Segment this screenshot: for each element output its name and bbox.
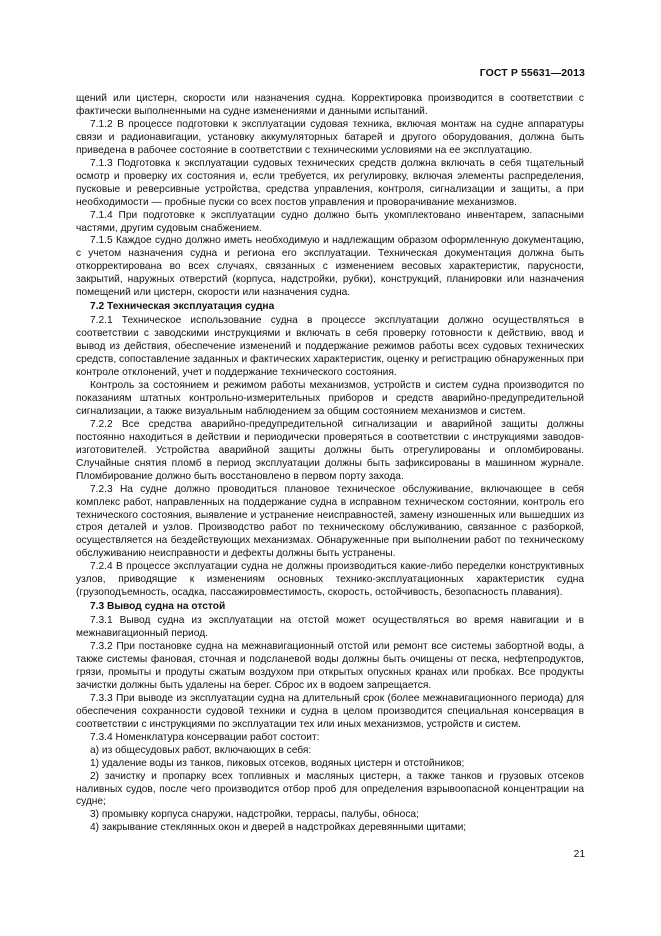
paragraph: 7.2.3 На судне должно проводиться плановое техническое обслуживание, включающее в себя комплекс работ, направленных на поддержание судна в исправном техническом состоянии, контроль его технического состояния, выявление и устранение неисправностей, замену изношенных или вышедших из строя деталей и узлов. Производство работ по техническому обслуживанию, связанное с разборкой, осуществляется на бездействующих механизмах. Обнаруженные при выполнении работ по техническому обслуживанию неисправности и дефекты должны быть устранены. xyxy=(76,483,584,560)
document-body xyxy=(76,93,584,835)
page-number: 21 xyxy=(573,849,585,860)
paragraph: 7.1.4 При подготовке к эксплуатации судно должно быть укомплектовано инвентарем, запасными частями, другим судовым снабжением. xyxy=(76,209,584,234)
paragraph: 7.3.3 При выводе из эксплуатации судна на длительный срок (более межнавигационного периода) для обеспечения сохранности судовой техники и судна в целом производится специальная консервация в соответствии с инструкциями по эксплуатации тех или иных механизмов, устройств и систем. xyxy=(76,692,584,730)
section-heading: 7.2 Техническая эксплуатация судна xyxy=(90,301,275,313)
paragraph: 7.3.2 При постановке судна на межнавигационный отстой или ремонт все системы забортной воды, а также системы фановая, сточная и подсланевой воды должны быть очищены от песка, нефтепродуктов, грязи, промыты и продуты сжатым воздухом при открытых опускных кранах или пробках. Все продукты зачистки должны быть удалены на берег. Сброс их в водоем запрещается. xyxy=(76,641,584,691)
list-item: 2) зачистку и пропарку всех топливных и масляных цистерн, а также танков и грузовых отсеков наливных судов, после чего производится отбор проб для определения взрывоопасной концентрации на судне; xyxy=(76,770,584,808)
list-item: 1) удаление воды из танков, пиковых отсеков, водяных цистерн и отстойников; xyxy=(90,757,465,769)
paragraph: 7.2.4 В процессе эксплуатации судна не должны производиться какие-либо переделки конструктивных узлов, приводящие к изменениям основных технико-эксплуатационных характеристик судна (грузоподъемность, осадка, пассажировместимость, скорость, остойчивость, безопасность плавания). xyxy=(76,561,584,599)
standard-header: ГОСТ Р 55631—2013 xyxy=(479,67,585,79)
paragraph: 7.2.2 Все средства аварийно-предупредительной сигнализации и аварийной защиты должны постоянно находиться в действии и периодически проверяться в соответствии с инструкциями заводов-изготовителей. Устройства аварийной защиты должны быть отрегулированы и опломбированы. Случайные снятия пломб в период эксплуатации должны быть зафиксированы в машинном журнале. Пломбирование должно быть восстановлено в первом порту захода. xyxy=(76,418,584,482)
paragraph: 7.1.3 Подготовка к эксплуатации судовых технических средств должна включать в себя тщательный осмотр и проверку их состояния и, если требуется, их регулировку, включая элементы распределения, пусковые и реверсивные устройства, средства управления, контроля, сигнализации и защиты, а при необходимости — пробные пуски со всех постов управления и проворачивание механизмов. xyxy=(76,157,584,208)
section-heading: 7.3 Вывод судна на отстой xyxy=(90,601,226,613)
paragraph: 7.1.2 В процессе подготовки к эксплуатации судовая техника, включая монтаж на судне аппаратуры связи и радионавигации, установку аккумуляторных батарей и другого оборудования, должна быть приведена в рабочее состояние в соответствии с техническими условиями на ее эксплуатацию. xyxy=(76,118,584,156)
list-item: 3) промывку корпуса снаружи, надстройки, террасы, палубы, обноса; xyxy=(90,809,419,821)
paragraph: 7.3.4 Номенклатура консервации работ состоит: xyxy=(90,731,320,743)
paragraph: Контроль за состоянием и режимом работы механизмов, устройств и систем судна производится по показаниям штатных контрольно-измерительных приборов и средств аварийно-предупредительной сигнализации, а также визуальным наблюдением за общим состоянием механизмов и систем. xyxy=(76,379,584,417)
list-item: а) из общесудовых работ, включающих в себя: xyxy=(90,744,312,756)
paragraph: 7.2.1 Техническое использование судна в процессе эксплуатации должно осуществляться в соответствии с заводскими инструкциями и включать в себя проверку готовности к действию, ввод и вывод из действия, обеспечение изменений и поддержание режимов работы всех судовых технических средств, сопоставление заданных и фактических характеристик, оценку и регистрацию обнаруженных при контроле отклонений, учет и поддержание технического состояния. xyxy=(76,315,584,379)
paragraph: 7.3.1 Вывод судна из эксплуатации на отстой может осуществляться во время навигации и в межнавигационный период. xyxy=(76,615,584,640)
paragraph: щений или цистерн, скорости или назначения судна. Корректировка производится в соответствии с фактически выполненными на судне изменениями и данными испытаний. xyxy=(76,93,584,117)
list-item: 4) закрывание стеклянных окон и дверей в надстройках деревянными щитами; xyxy=(90,822,467,834)
paragraph: 7.1.5 Каждое судно должно иметь необходимую и надлежащим образом оформленную документацию, с учетом назначения судна и региона его эксплуатации. Техническая документация должна быть откорректирована во всех случаях, связанных с изменением весовых характеристик, парусности, закрытий, наружных отверстий (корпуса, надстройки, рубки), конструкций, планировки или назначения помещений или цистерн, скорости или назначения судна. xyxy=(76,235,584,299)
